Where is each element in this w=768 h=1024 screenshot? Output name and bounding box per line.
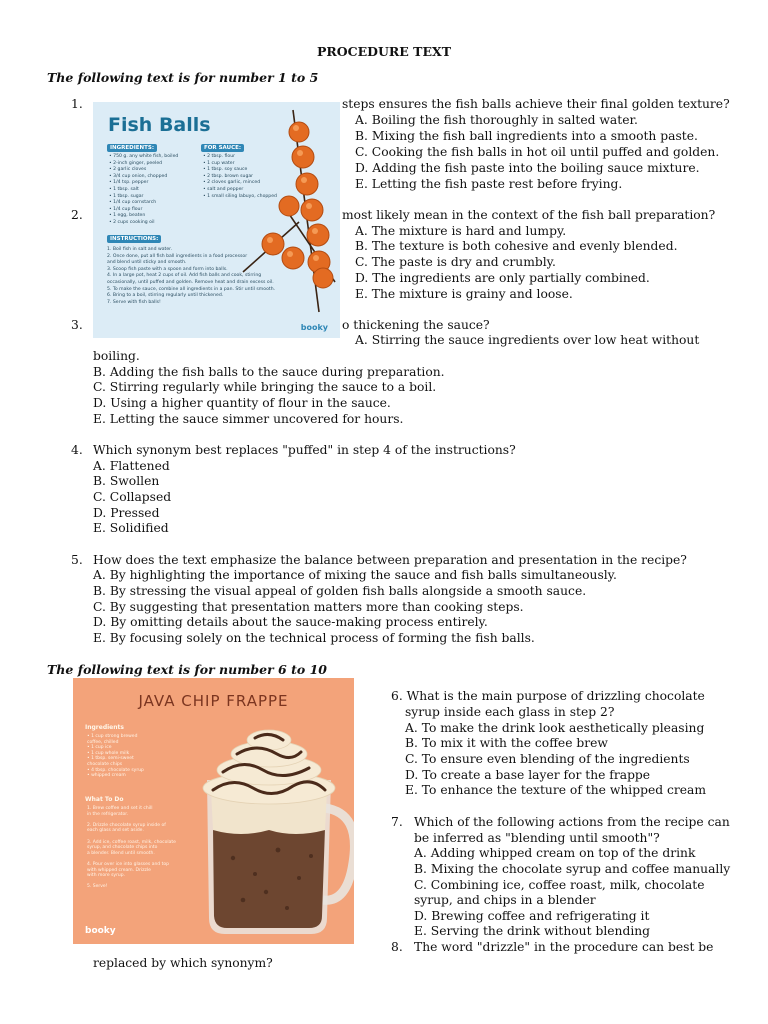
q6-option-b: B. To mix it with the coffee brew	[405, 736, 608, 750]
fish-ingredient: • 2 garlic cloves	[109, 167, 147, 173]
java-step: 1. Brew coffee and set it chill	[87, 806, 153, 811]
java-step: 3. Add ice, coffee roast, milk, chocolate	[87, 839, 176, 845]
q4-option-a: A. Flattened	[93, 459, 170, 473]
q6-option-d: D. To create a base layer for the frappe	[405, 768, 651, 782]
instruction-step: and blend until sticky and smooth.	[107, 260, 187, 266]
q2-option-e: E. The mixture is grainy and loose.	[355, 287, 573, 301]
q5-stem: How does the text emphasize the balance between preparation and presentation in the recipe?	[93, 553, 687, 567]
q1-stem: steps ensures the fish balls achieve their final golden texture?	[342, 97, 730, 111]
fish-ingredient: • 1 tbsp. salt	[109, 186, 139, 192]
q4-stem: Which synonym best replaces "puffed" in step 4 of the instructions?	[93, 443, 516, 457]
q7-option-c: C. Combining ice, coffee roast, milk, chocolate	[414, 878, 705, 892]
java-step: with whipped cream. Drizzle	[87, 867, 151, 873]
q3-stem: o thickening the sauce?	[342, 318, 490, 332]
q6-option-a: A. To make the drink look aesthetically pleasing	[405, 721, 705, 735]
q1-option-b: B. Mixing the fish ball ingredients into a smooth paste.	[355, 129, 698, 143]
sauce-ingredient: • 2 cloves garlic, minced	[203, 180, 261, 186]
q8-stem-line1: The word "drizzle" in the procedure can best be	[414, 940, 714, 954]
q3-option-c: C. Stirring regularly while bringing the sauce to a boil.	[93, 380, 437, 394]
q2-option-b: B. The texture is both cohesive and evenly blended.	[355, 239, 678, 253]
instruction-step: occasionally, until puffed and golden. Remove heat and drain excess oil.	[107, 279, 274, 285]
fish-instructions-label: INSTRUCTIONS:	[107, 235, 161, 243]
instruction-step: 6. Bring to a boil, stirring regularly until thickened.	[107, 293, 224, 299]
q3-option-b: B. Adding the fish balls to the sauce during preparation.	[93, 365, 445, 379]
q2-stem: most likely mean in the context of the fish ball preparation?	[342, 208, 716, 222]
q6-stem-line2: syrup inside each glass in step 2?	[405, 705, 615, 719]
q5-option-a: A. By highlighting the importance of mixing the sauce and fish balls simultaneously.	[93, 568, 617, 582]
java-ingredient: • 1 cup ice	[87, 745, 112, 751]
fish-ingredient: • 3/4 cup onion, chopped	[109, 173, 168, 179]
q2-number: 2.	[71, 208, 83, 222]
q7-option-e: E. Serving the drink without blending	[414, 924, 651, 938]
q5-option-c: C. By suggesting that presentation matters more than cooking steps.	[93, 600, 524, 614]
page-title: PROCEDURE TEXT	[317, 44, 451, 59]
q4-option-e: E. Solidified	[93, 521, 169, 535]
instruction-step: 1. Boil fish in salt and water.	[107, 247, 173, 252]
q5-option-d: D. By omitting details about the sauce-making process entirely.	[93, 615, 488, 629]
booky-logo: booky	[300, 323, 328, 332]
fish-balls-recipe-image	[93, 102, 340, 338]
q2-option-c: C. The paste is dry and crumbly.	[355, 255, 556, 269]
java-step: syrup, and chocolate chips into	[87, 845, 158, 851]
q5-number: 5.	[71, 553, 83, 567]
fish-sauce-label: FOR SAUCE:	[201, 144, 244, 152]
instruction-step: 3. Scoop fish paste with a spoon and form into balls.	[107, 266, 228, 272]
q1-number: 1.	[71, 97, 83, 111]
java-step: a blender. Blend until smooth.	[87, 850, 155, 856]
q7-option-c-cont: syrup, and chips in a blender	[414, 893, 596, 907]
fish-ingredient: • 2 cups cooking oil	[109, 219, 155, 225]
q7-number: 7.	[391, 815, 403, 829]
q3-option-d: D. Using a higher quantity of flour in the sauce.	[93, 396, 391, 410]
java-chip-frappe-image	[73, 678, 354, 944]
fish-card-title: Fish Balls	[108, 114, 211, 136]
instruction-step: 2. Once done, put all fish ball ingredients in a food processor	[107, 253, 248, 259]
q1-option-c: C. Cooking the fish balls in hot oil until puffed and golden.	[355, 145, 720, 159]
java-card-title: JAVA CHIP FRAPPE	[138, 692, 289, 710]
q7-option-b: B. Mixing the chocolate syrup and coffee manually	[414, 862, 731, 876]
q7-stem-line2: be inferred as "blending until smooth"?	[414, 831, 660, 845]
q4-number: 4.	[71, 443, 83, 457]
java-ingredient: • 1 tbsp. semi-sweet	[87, 756, 134, 762]
sauce-ingredient: • 1 tbsp. soy sauce	[203, 167, 248, 173]
q4-option-c: C. Collapsed	[93, 490, 172, 504]
java-step: with more syrup.	[87, 873, 126, 879]
sauce-ingredient: • 1 cup water	[203, 160, 235, 166]
fishball-skewers-illustration	[93, 102, 340, 338]
q4-option-b: B. Swollen	[93, 474, 160, 488]
q3-number: 3.	[71, 318, 83, 332]
q8-number: 8.	[391, 940, 403, 954]
fish-ingredient: • 1 tbsp. sugar	[109, 193, 144, 199]
instruction-step: 5. To make the sauce, combine all ingredients in a pan. Stir until smooth.	[107, 286, 276, 292]
fish-ingredient: • 1/4 cup cornstarch	[109, 200, 157, 206]
instruction-step: 4. In a large pot, heat 2 cups of oil. Add fish balls and cook, stirring	[107, 273, 262, 279]
q6-stem-line1: 6. What is the main purpose of drizzling chocolate	[391, 689, 705, 703]
java-ingredient: • whipped cream	[87, 773, 126, 779]
java-ingredient: coffee, chilled	[87, 739, 119, 745]
fish-ingredients-label: INGREDIENTS:	[107, 144, 157, 152]
sauce-ingredient: • salt and pepper	[203, 186, 244, 192]
sauce-ingredient: • 2 tbsp. brown sugar	[203, 173, 254, 179]
frappe-glass-illustration	[73, 678, 354, 944]
q5-option-e: E. By focusing solely on the technical process of forming the fish balls.	[93, 631, 535, 645]
fish-ingredient: • 750 g. any white fish, boiled	[109, 154, 179, 159]
q5-option-b: B. By stressing the visual appeal of golden fish balls alongside a smooth sauce.	[93, 584, 587, 598]
java-step: in the refrigerator.	[87, 811, 129, 817]
q3-option-e: E. Letting the sauce simmer uncovered for hours.	[93, 412, 404, 426]
java-ingredient: • 1 cup strong brewed	[87, 734, 138, 739]
section-heading-2: The following text is for number 6 to 10	[47, 662, 327, 677]
q1-option-d: D. Adding the fish paste into the boiling sauce mixture.	[355, 161, 700, 175]
q3-option-a-cont: boiling.	[93, 349, 140, 363]
q1-option-e: E. Letting the fish paste rest before frying.	[355, 177, 623, 191]
q6-option-e: E. To enhance the texture of the whipped cream	[405, 783, 707, 797]
java-ingredient: chocolate chips	[87, 761, 123, 767]
section-heading-1: The following text is for number 1 to 5	[47, 70, 319, 85]
q8-stem-line2: replaced by which synonym?	[93, 956, 273, 970]
fish-ingredient: • 1/4 tsp. pepper	[109, 180, 149, 186]
sauce-ingredient: • 2 tbsp. flour	[203, 154, 236, 159]
q2-option-a: A. The mixture is hard and lumpy.	[355, 224, 567, 238]
q6-option-c: C. To ensure even blending of the ingredients	[405, 752, 690, 766]
java-ingredients-label: Ingredients	[85, 724, 124, 731]
instruction-step: 7. Serve with fish balls!	[107, 299, 161, 305]
java-ingredient: • 1 cup whole milk	[87, 750, 130, 756]
java-step: 5. Serve!	[87, 884, 108, 890]
java-step: 4. Pour over ice into glasses and top	[87, 861, 169, 867]
java-ingredient: • 4 tbsp. chocolate syrup	[87, 767, 144, 773]
q1-option-a: A. Boiling the fish thoroughly in salted water.	[355, 113, 638, 127]
q3-option-a: A. Stirring the sauce ingredients over low heat without	[355, 333, 700, 347]
q7-option-d: D. Brewing coffee and refrigerating it	[414, 909, 650, 923]
java-step: 2. Drizzle chocolate syrup inside of	[87, 822, 166, 828]
java-step: each glass and set aside.	[87, 828, 144, 834]
fish-ingredient: • 1 egg, beaten	[109, 213, 146, 219]
java-steps-label: What To Do	[85, 796, 124, 803]
booky-logo: booky	[85, 926, 116, 936]
fish-ingredient: • 1/4 cup flour	[109, 206, 143, 212]
q7-stem-line1: Which of the following actions from the recipe can	[414, 815, 730, 829]
q4-option-d: D. Pressed	[93, 506, 160, 520]
q7-option-a: A. Adding whipped cream on top of the drink	[414, 846, 696, 860]
sauce-ingredient: • 1 small siling labuyo, chopped	[203, 193, 277, 199]
fish-ingredient: • 2-inch ginger, peeled	[109, 160, 163, 166]
q2-option-d: D. The ingredients are only partially combined.	[355, 271, 650, 285]
